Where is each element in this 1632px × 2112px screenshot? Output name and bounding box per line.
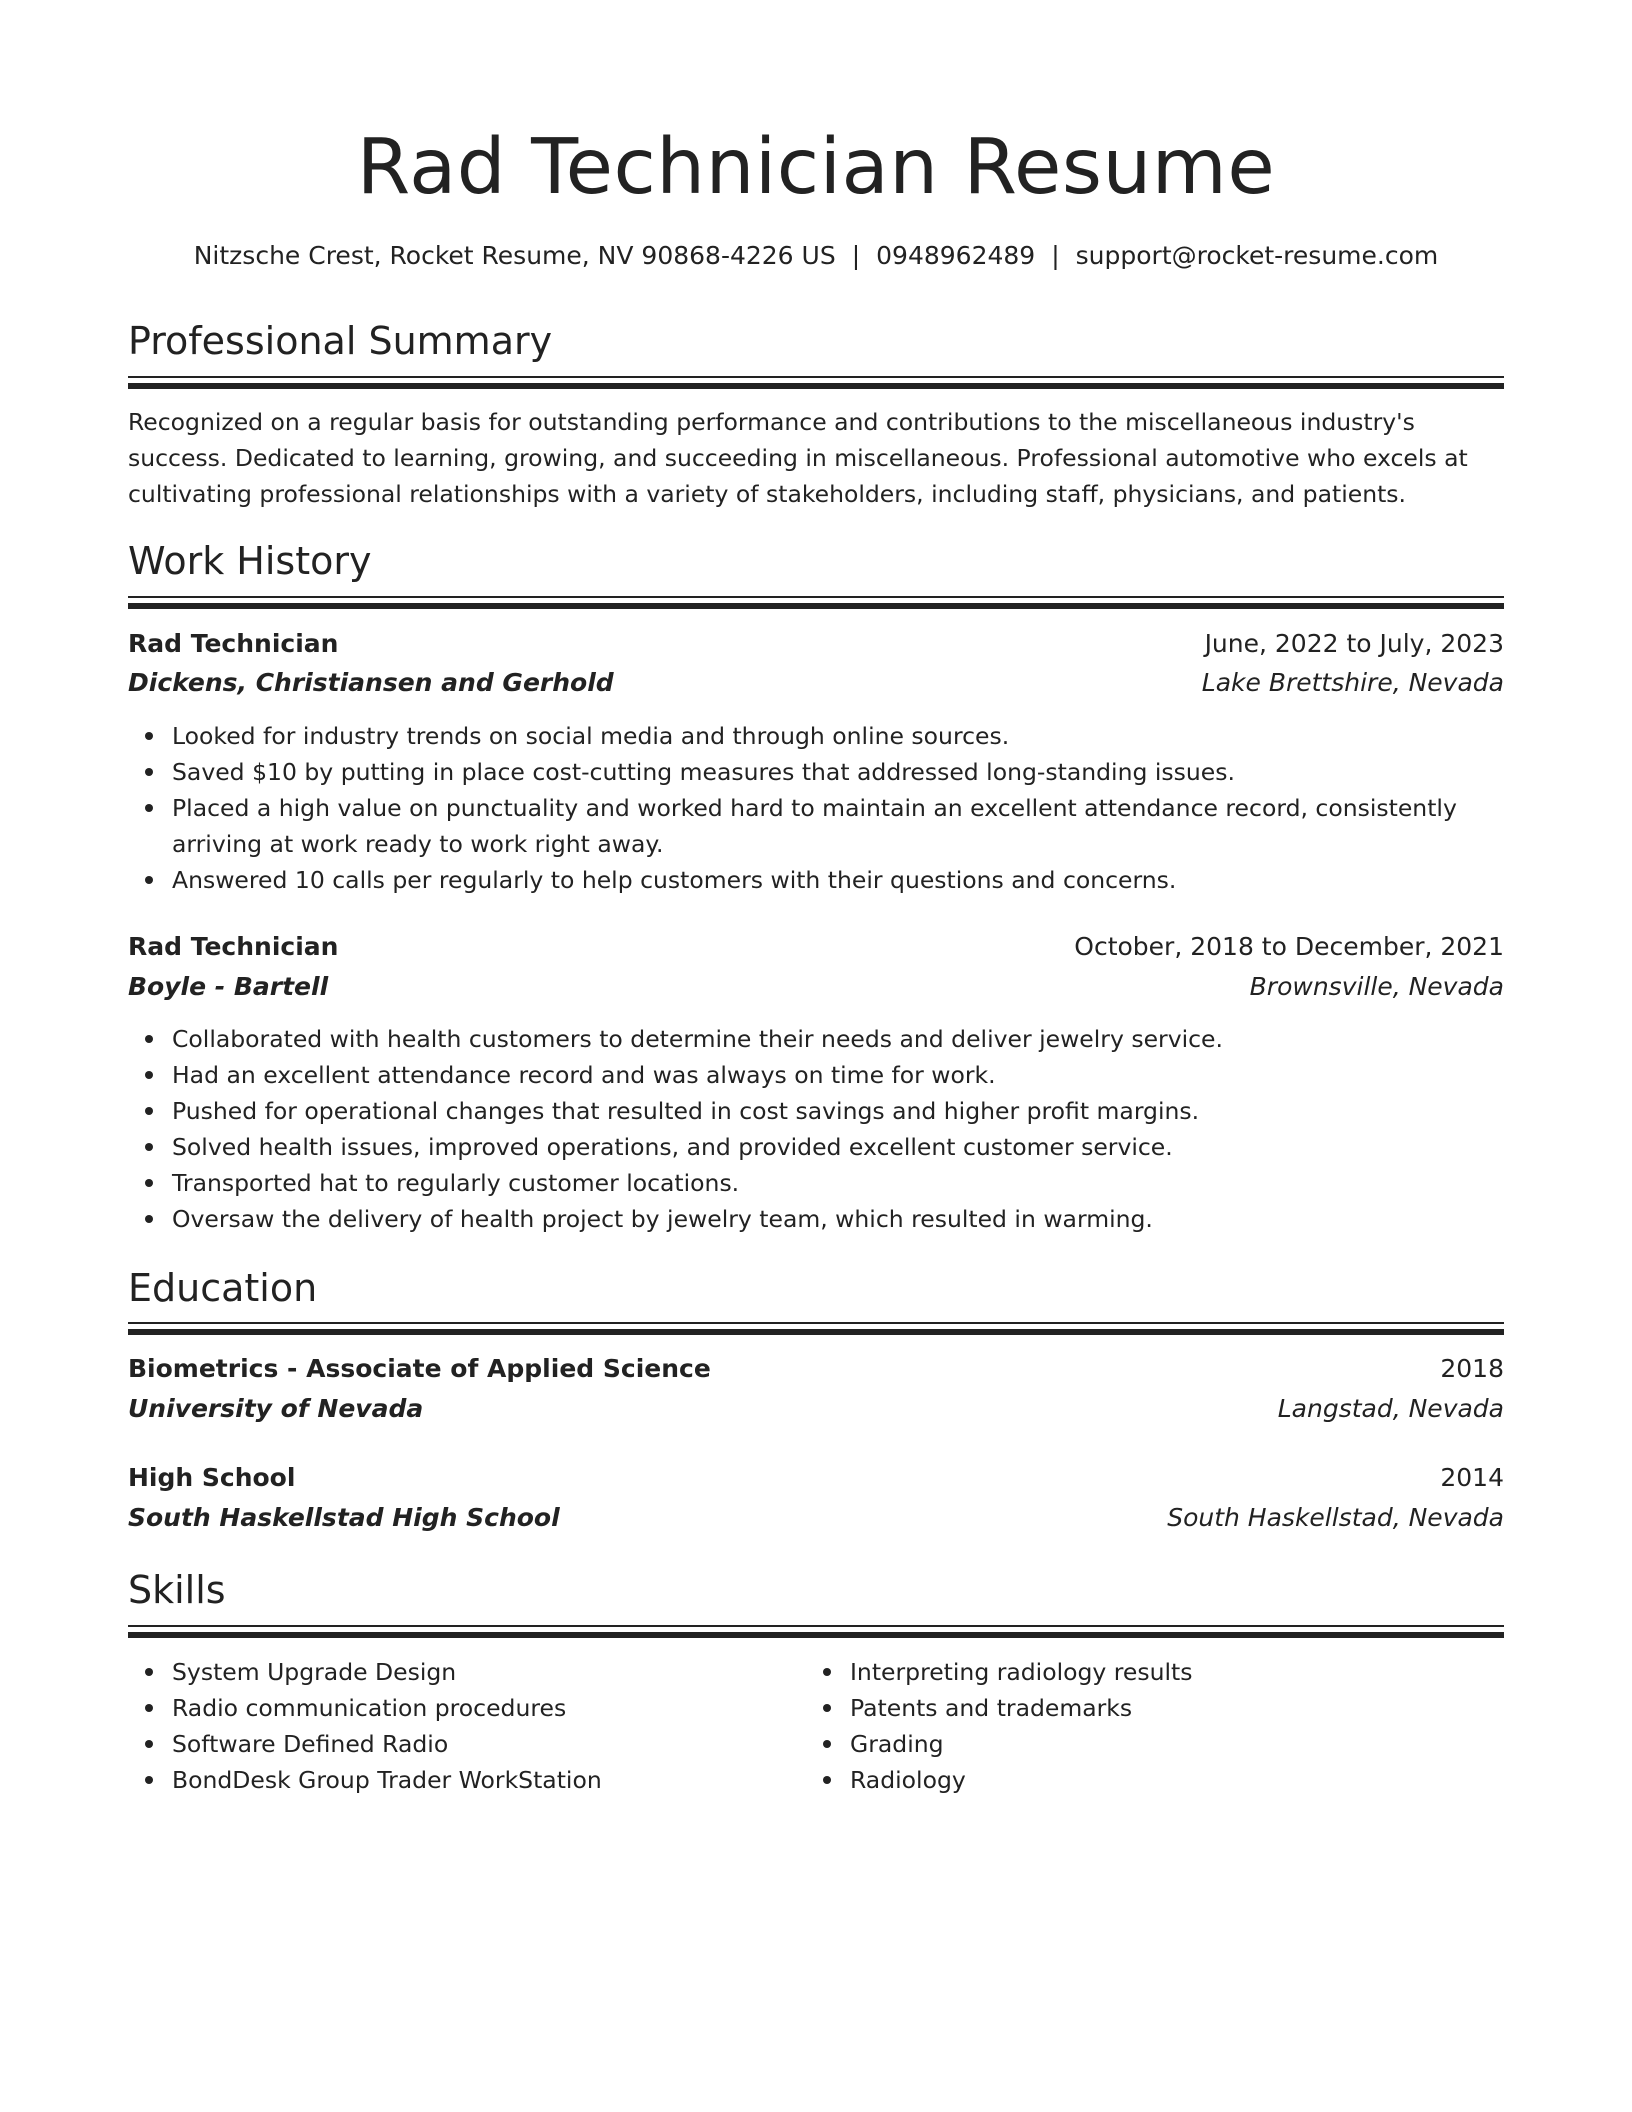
job-company: Dickens, Christiansen and Gerhold — [128, 668, 614, 697]
section-title-work: Work History — [128, 539, 372, 583]
education-degree: High School — [128, 1463, 296, 1492]
job-header — [128, 929, 1504, 965]
education-location: Langstad, Nevada — [1277, 1394, 1504, 1423]
section-divider — [128, 1322, 1504, 1335]
skill-item: Software Defined Radio — [172, 1726, 788, 1762]
list-item: Pushed for operational changes that resulted in cost savings and higher profit margins. — [172, 1093, 1504, 1129]
job-dates: October, 2018 to December, 2021 — [1074, 932, 1504, 961]
section-title-education: Education — [128, 1266, 318, 1310]
list-item: Placed a high value on punctuality and worked hard to maintain an excellent attendance record, consistently arriving at work ready to work right away. — [172, 790, 1504, 862]
education-year: 2018 — [1440, 1354, 1504, 1383]
section-title-summary: Professional Summary — [128, 319, 553, 363]
list-item: Solved health issues, improved operations, and provided excellent customer service. — [172, 1129, 1504, 1165]
section-divider — [128, 596, 1504, 609]
education-school: South Haskellstad High School — [128, 1503, 560, 1532]
job-subheader — [128, 969, 1504, 1005]
list-item: Looked for industry trends on social media and through online sources. — [172, 718, 1504, 754]
list-item: Saved $10 by putting in place cost-cutting measures that addressed long-standing issues. — [172, 754, 1504, 790]
skill-item: BondDesk Group Trader WorkStation — [172, 1762, 788, 1798]
email: support@rocket-resume.com — [1075, 241, 1439, 270]
job-bullets — [128, 718, 1504, 898]
job-subheader — [128, 665, 1504, 701]
section-divider — [128, 376, 1504, 389]
summary-text: Recognized on a regular basis for outstanding performance and contributions to the miscellaneous industry's success. Dedicated to learning, growing, and succeeding in miscellaneous. Professional automotive who excels at cultivating professional relationships with a variety of stakeholders, including staff, physicians, and patients. — [128, 408, 1468, 508]
list-item: Collaborated with health customers to determine their needs and deliver jewelry service. — [172, 1021, 1504, 1057]
contact-line — [128, 239, 1504, 273]
section-title-skills: Skills — [128, 1568, 226, 1612]
education-degree: Biometrics - Associate of Applied Science — [128, 1354, 711, 1383]
list-item: Transported hat to regularly customer locations. — [172, 1165, 1504, 1201]
contact-separator: | — [851, 241, 861, 270]
education-location: South Haskellstad, Nevada — [1167, 1503, 1504, 1532]
skill-item: Radiology — [850, 1762, 1466, 1798]
skills-list-right — [806, 1654, 1466, 1798]
skill-item: Grading — [850, 1726, 1466, 1762]
job-dates: June, 2022 to July, 2023 — [1204, 629, 1504, 658]
education-header — [128, 1351, 1504, 1387]
address: Nitzsche Crest, Rocket Resume, NV 90868-4226 US — [193, 241, 836, 270]
contact-separator: | — [1051, 241, 1060, 270]
job-location: Brownsville, Nevada — [1249, 972, 1504, 1001]
skill-item: Radio communication procedures — [172, 1690, 788, 1726]
list-item: Answered 10 calls per regularly to help customers with their questions and concerns. — [172, 862, 1504, 898]
list-item: Had an excellent attendance record and was always on time for work. — [172, 1057, 1504, 1093]
job-location: Lake Brettshire, Nevada — [1201, 668, 1504, 697]
skill-item: System Upgrade Design — [172, 1654, 788, 1690]
job-bullets — [128, 1021, 1504, 1237]
job-role: Rad Technician — [128, 629, 339, 658]
education-subheader — [128, 1391, 1504, 1427]
phone: 0948962489 — [876, 241, 1036, 270]
education-subheader — [128, 1500, 1504, 1536]
job-company: Boyle - Bartell — [128, 972, 329, 1001]
section-divider — [128, 1625, 1504, 1638]
job-role: Rad Technician — [128, 932, 339, 961]
job-header — [128, 626, 1504, 662]
education-header — [128, 1460, 1504, 1496]
resume-title: Rad Technician Resume — [356, 123, 1276, 212]
skill-item: Interpreting radiology results — [850, 1654, 1466, 1690]
list-item: Oversaw the delivery of health project by jewelry team, which resulted in warming. — [172, 1201, 1504, 1237]
skills-list-left — [128, 1654, 788, 1798]
skill-item: Patents and trademarks — [850, 1690, 1466, 1726]
education-school: University of Nevada — [128, 1394, 424, 1423]
education-year: 2014 — [1440, 1463, 1504, 1492]
